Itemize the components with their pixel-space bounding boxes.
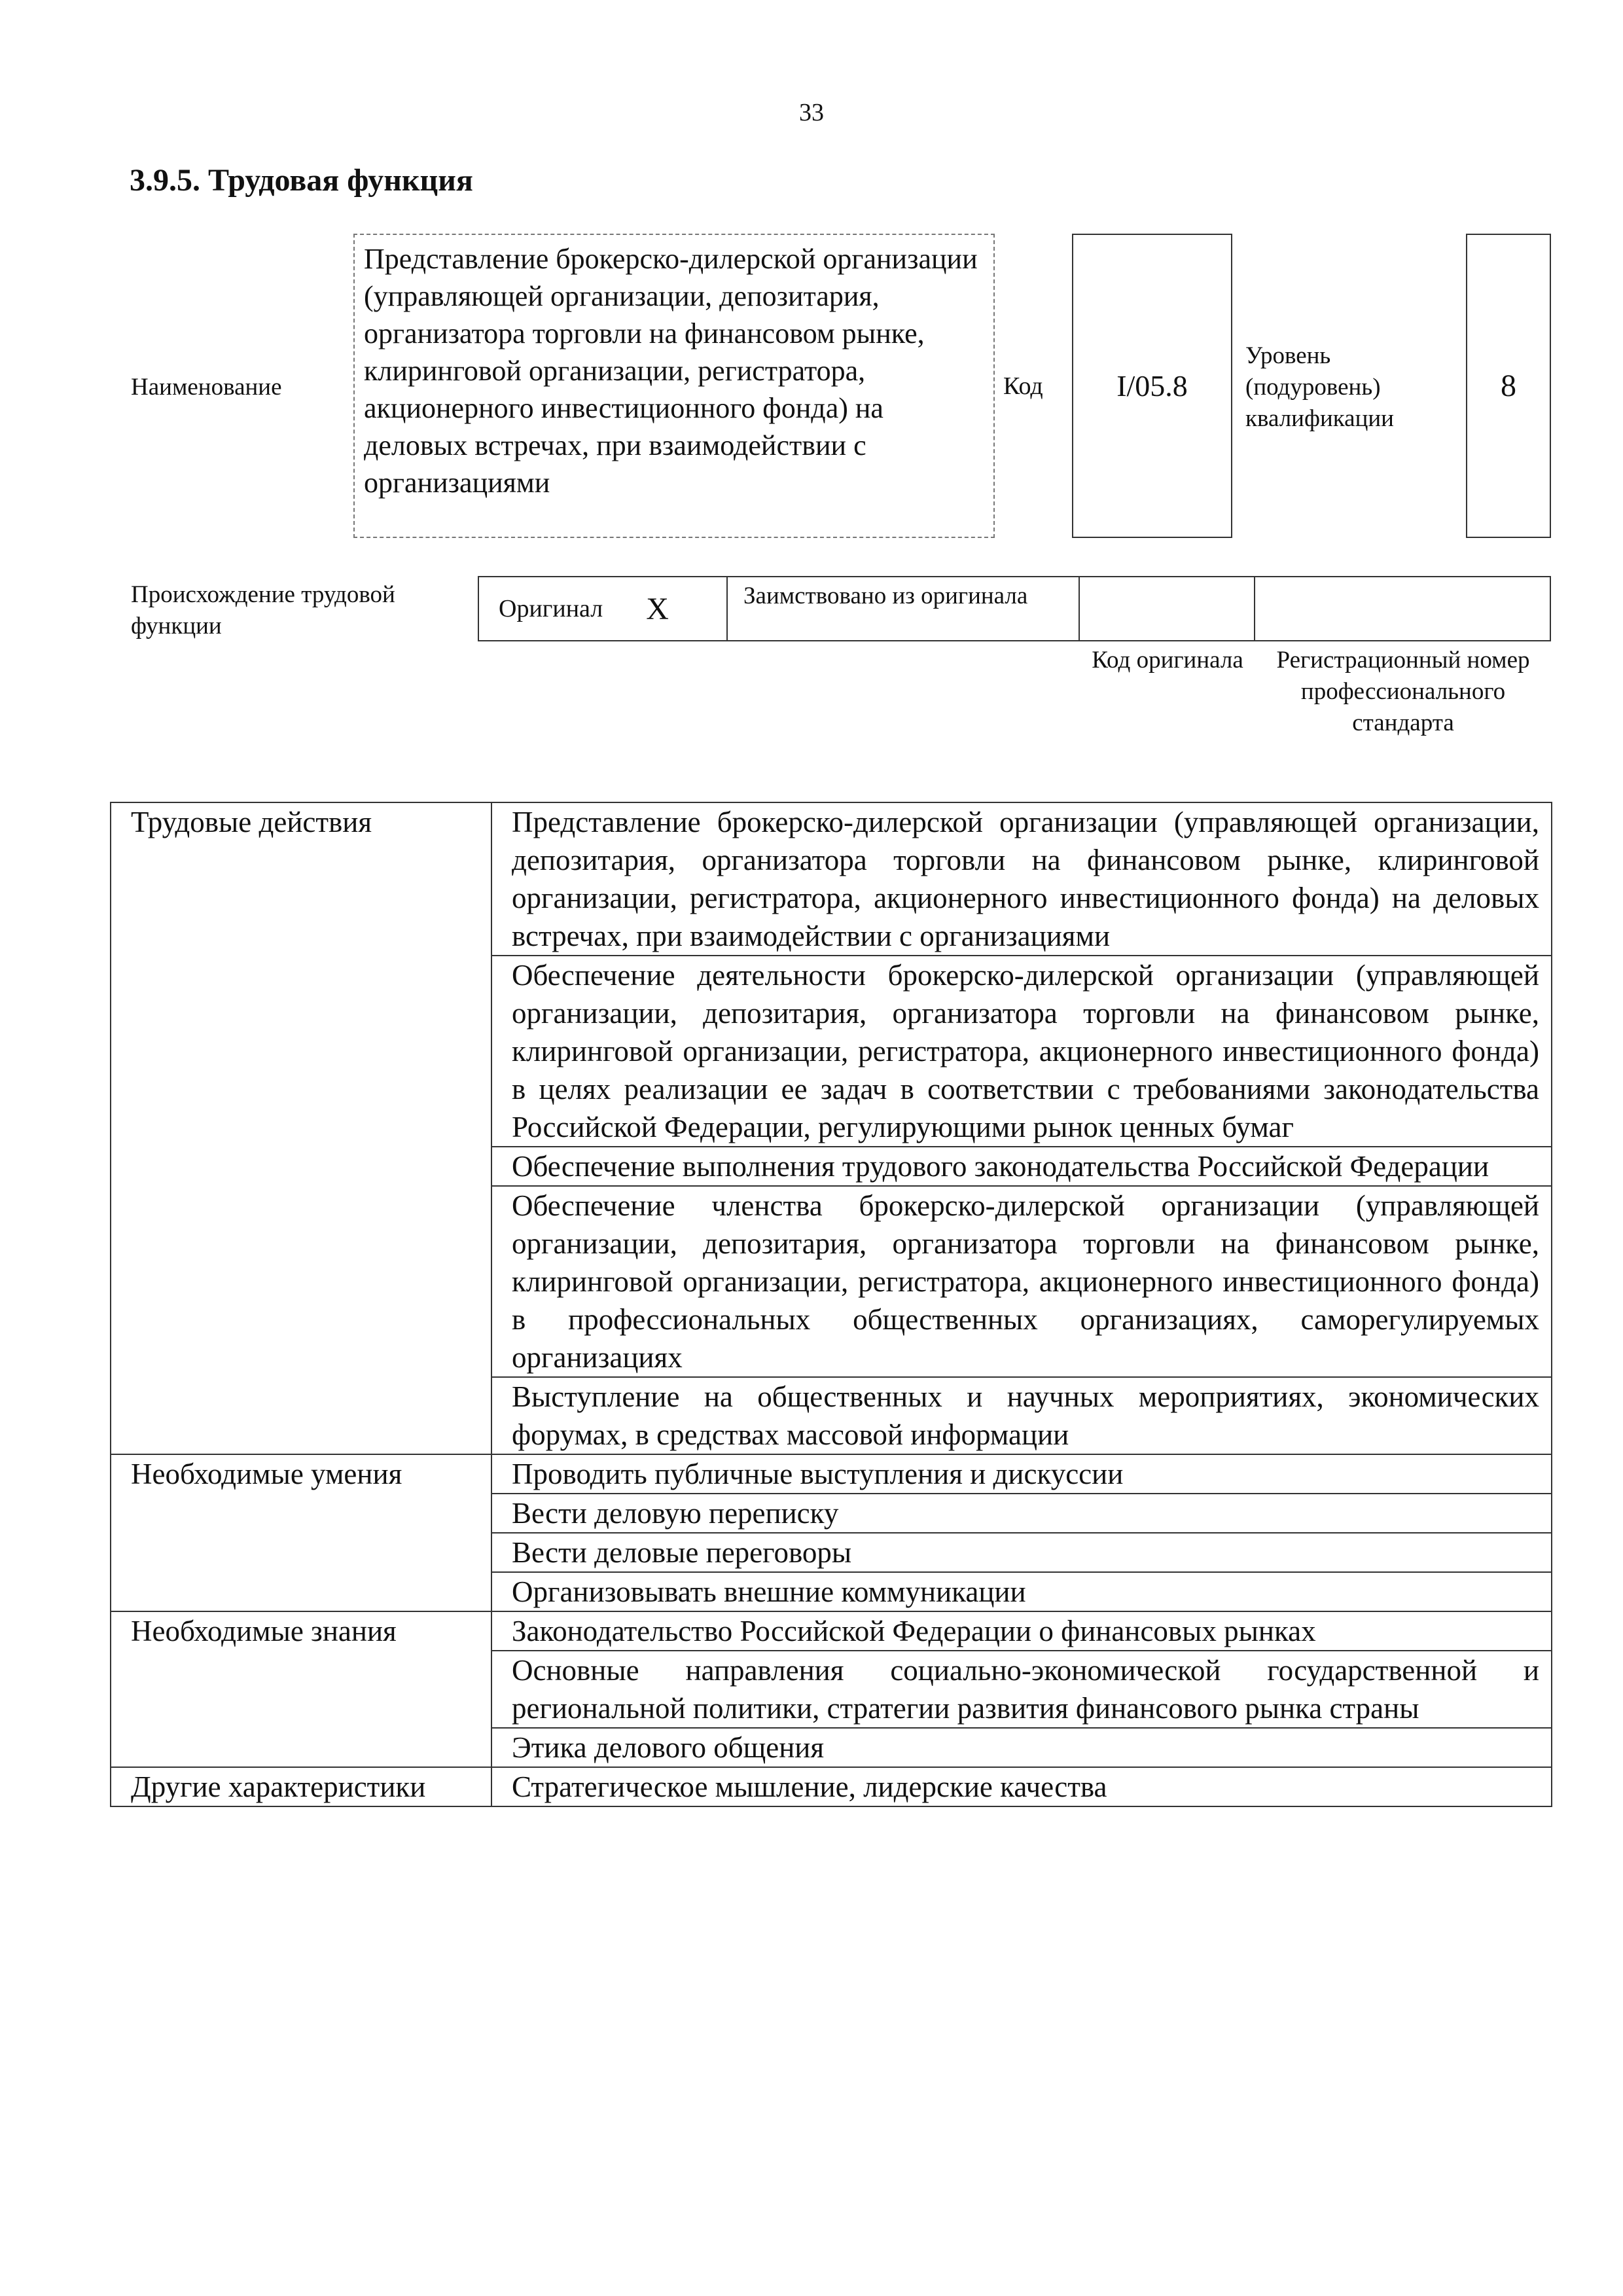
knowledge-item: Этика делового общения <box>491 1728 1552 1767</box>
origin-reg-caption: Регистрационный номер профессионального стандарта <box>1276 647 1530 736</box>
knowledge-label: Необходимые знания <box>111 1611 491 1767</box>
function-details-table <box>110 802 1552 1807</box>
other-item: Стратегическое мышление, лидерские качества <box>491 1767 1552 1806</box>
labor-action-item: Представление брокерско-дилерской организации (управляющей организации, депозитария, организатора торговли на финансовом рынке, клиринговой организации, регистратора, акционерного инвестиционного фонда) на деловых встречах, при взаимодействии с организациями <box>491 802 1552 956</box>
knowledge-item: Основные направления социально-экономической государственной и региональной политики, стратегии развития финансового рынка страны <box>491 1651 1552 1728</box>
name-label: Наименование <box>131 374 282 401</box>
origin-code-caption: Код оригинала <box>1092 647 1243 673</box>
table-row <box>111 1454 1552 1494</box>
labor-action-item: Обеспечение выполнения трудового законодательства Российской Федерации <box>491 1147 1552 1186</box>
origin-label: Происхождение трудовой функции <box>131 581 395 639</box>
origin-original-label: Оригинал <box>499 595 603 622</box>
skill-item: Проводить публичные выступления и дискуссии <box>491 1454 1552 1494</box>
name-value: Представление брокерско-дилерской организации (управляющей организации, депозитария, организатора торговли на финансовом рынке, клиринговой организации, регистратора, акционерного инвестиционного фонда) на деловых встречах, при взаимодействии с организациями <box>364 243 978 499</box>
name-value-box <box>353 234 995 538</box>
code-value-box <box>1072 234 1232 538</box>
table-row <box>111 1767 1552 1806</box>
level-label: Уровень (подуровень) квалификации <box>1245 342 1394 432</box>
skill-item: Вести деловую переписку <box>491 1494 1552 1533</box>
code-label: Код <box>1003 372 1043 400</box>
origin-borrowed-label: Заимствовано из оригинала <box>743 583 1028 609</box>
knowledge-item: Законодательство Российской Федерации о финансовых рынках <box>491 1611 1552 1651</box>
origin-code-cell <box>1080 577 1255 640</box>
origin-strip <box>478 576 1551 641</box>
page-number: 33 <box>799 99 824 126</box>
origin-original-cell <box>479 577 728 640</box>
labor-actions-label: Трудовые действия <box>111 802 491 1454</box>
skill-item: Организовывать внешние коммуникации <box>491 1572 1552 1611</box>
level-value-box <box>1466 234 1551 538</box>
table-row <box>111 802 1552 956</box>
labor-action-item: Обеспечение членства брокерско-дилерской организации (управляющей организации, депозитария, организатора торговли на финансовом рынке, клиринговой организации, регистратора, акционерного инвестиционного фонда) в профессиональных общественных организациях, саморегулируемых организациях <box>491 1186 1552 1377</box>
section-title: 3.9.5. Трудовая функция <box>130 163 473 198</box>
level-value: 8 <box>1501 368 1516 403</box>
origin-reg-cell <box>1255 577 1550 640</box>
table-row <box>111 1611 1552 1651</box>
origin-borrowed-cell <box>728 577 1080 640</box>
skill-item: Вести деловые переговоры <box>491 1533 1552 1572</box>
labor-action-item: Обеспечение деятельности брокерско-дилерской организации (управляющей организации, депозитария, организатора торговли на финансовом рынке, клиринговой организации, регистратора, акционерного инвестиционного фонда) в целях реализации ее задач в соответствии с требованиями законодательства Российской Федерации, регулирующими рынок ценных бумаг <box>491 956 1552 1147</box>
other-label: Другие характеристики <box>111 1767 491 1806</box>
code-value: I/05.8 <box>1116 369 1188 403</box>
origin-original-mark: X <box>646 591 669 626</box>
skills-label: Необходимые умения <box>111 1454 491 1611</box>
labor-action-item: Выступление на общественных и научных мероприятиях, экономических форумах, в средствах массовой информации <box>491 1377 1552 1454</box>
